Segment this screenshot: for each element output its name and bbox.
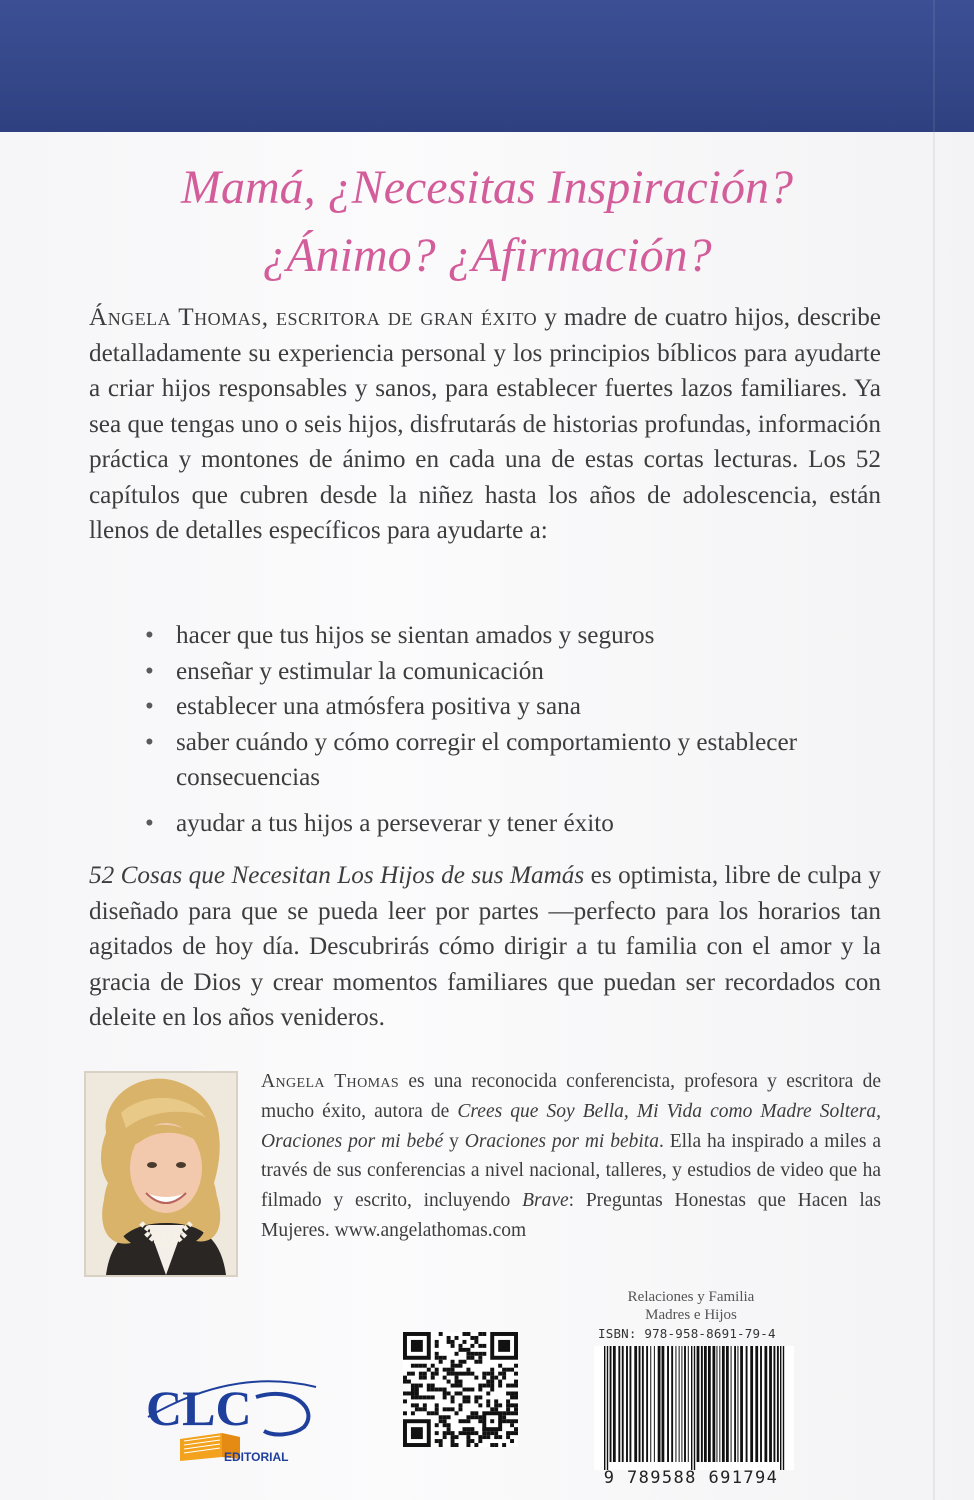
publisher-name: CLC — [146, 1380, 252, 1436]
isbn-block — [588, 1288, 794, 1492]
intro-paragraph — [89, 300, 881, 549]
list-item-text: enseñar y estimular la comunicación — [176, 657, 544, 685]
list-item — [145, 725, 885, 796]
bullet-icon: • — [145, 728, 154, 756]
list-item — [145, 654, 885, 690]
list-item — [145, 806, 885, 842]
bullet-icon: • — [145, 693, 154, 720]
list-item-text: saber cuándo y cómo corregir el comportamiento y establecer consecuencias — [176, 728, 798, 791]
publisher-logo — [144, 1365, 324, 1465]
bio-text: es una reconocida conferencista, profesora y escritora de mucho éxito, autora de — [261, 1071, 882, 1122]
spine-line — [933, 132, 935, 1500]
book-title: 52 Cosas que Necesitan Los Hijos de sus Mamás — [89, 862, 585, 889]
qr-code-icon — [403, 1332, 518, 1447]
bullet-icon: • — [145, 657, 154, 685]
headline-line-2: ¿Ánimo? ¿Afirmación? — [262, 229, 712, 282]
spine-fold — [933, 0, 935, 132]
barcode-graphic — [594, 1346, 794, 1470]
author-photo — [84, 1071, 238, 1277]
list-item-text: ayudar a tus hijos a perseverar y tener éxito — [176, 809, 614, 837]
clc-logo-icon — [144, 1365, 324, 1465]
bullet-icon: • — [145, 809, 154, 837]
publisher-sub: EDITORIAL — [224, 1450, 289, 1464]
headline-line-1: Mamá, ¿Necesitas Inspiración? — [181, 161, 793, 214]
bio-text: y — [443, 1130, 465, 1152]
author-bio — [261, 1067, 881, 1246]
barcode-digits: 9 789588 691794 — [603, 1468, 779, 1488]
summary-text: es optimista, libre de culpa y diseñado para que se pueda leer por partes —perfecto para los horarios tan agitados de hoy día. Descubrirás cómo dirigir a tu familia con el amor y la gracia de Dios y crear momentos familiares que puedan ser recordados con deleite en los años venideros. — [89, 862, 881, 1031]
list-item — [145, 689, 885, 725]
category-line-2: Madres e Hijos — [645, 1307, 737, 1323]
bio-author-name: Angela Thomas — [261, 1071, 400, 1092]
isbn-text: ISBN: 978-958-8691-79-4 — [598, 1326, 776, 1341]
bio-book-title: Oraciones por mi bebita — [464, 1130, 659, 1152]
qr-code-graphic — [403, 1332, 518, 1447]
bio-book-titles: Crees que Soy Bella, Mi Vida como Madre Soltera, Oraciones por mi bebé — [261, 1100, 881, 1152]
bullet-icon: • — [145, 622, 154, 649]
intro-text: y madre de cuatro hijos, describe detalladamente su experiencia personal y los principios bíblicos para ayudarte a criar hijos responsables y sanos, para establecer fuertes lazos familiares. Ya sea que tengas uno o seis hijos, disfrutarás de historias profundas, información práctica y montones de ánimo en cada una de estas cortas lecturas. Los 52 capítulos que cubren desde la niñez hasta los años de adolescencia, están llenos de detalles específicos para ayudarte a: — [89, 304, 881, 544]
bio-text: : Preguntas Honestas que Hacen las Mujeres. www.angelathomas.com — [261, 1190, 881, 1241]
list-item-text: hacer que tus hijos se sientan amados y seguros — [176, 622, 655, 649]
author-smallcaps: Ángela Thomas, escritora de gran éxito — [89, 304, 538, 331]
category-line-1: Relaciones y Familia — [627, 1289, 755, 1305]
bio-book-title: Brave — [522, 1190, 569, 1212]
cover-top-band — [0, 0, 974, 132]
benefits-list — [145, 618, 885, 841]
author-photo-image — [86, 1073, 236, 1275]
bio-text: . Ella ha inspirado a miles a través de sus conferencias a nivel nacional, talleres, y estudios de video que ha filmado y escrito, incluyendo — [261, 1130, 882, 1212]
list-item-text: establecer una atmósfera positiva y sana — [176, 693, 581, 720]
list-item — [145, 618, 885, 654]
summary-paragraph — [89, 858, 881, 1036]
barcode-icon — [594, 1346, 794, 1470]
